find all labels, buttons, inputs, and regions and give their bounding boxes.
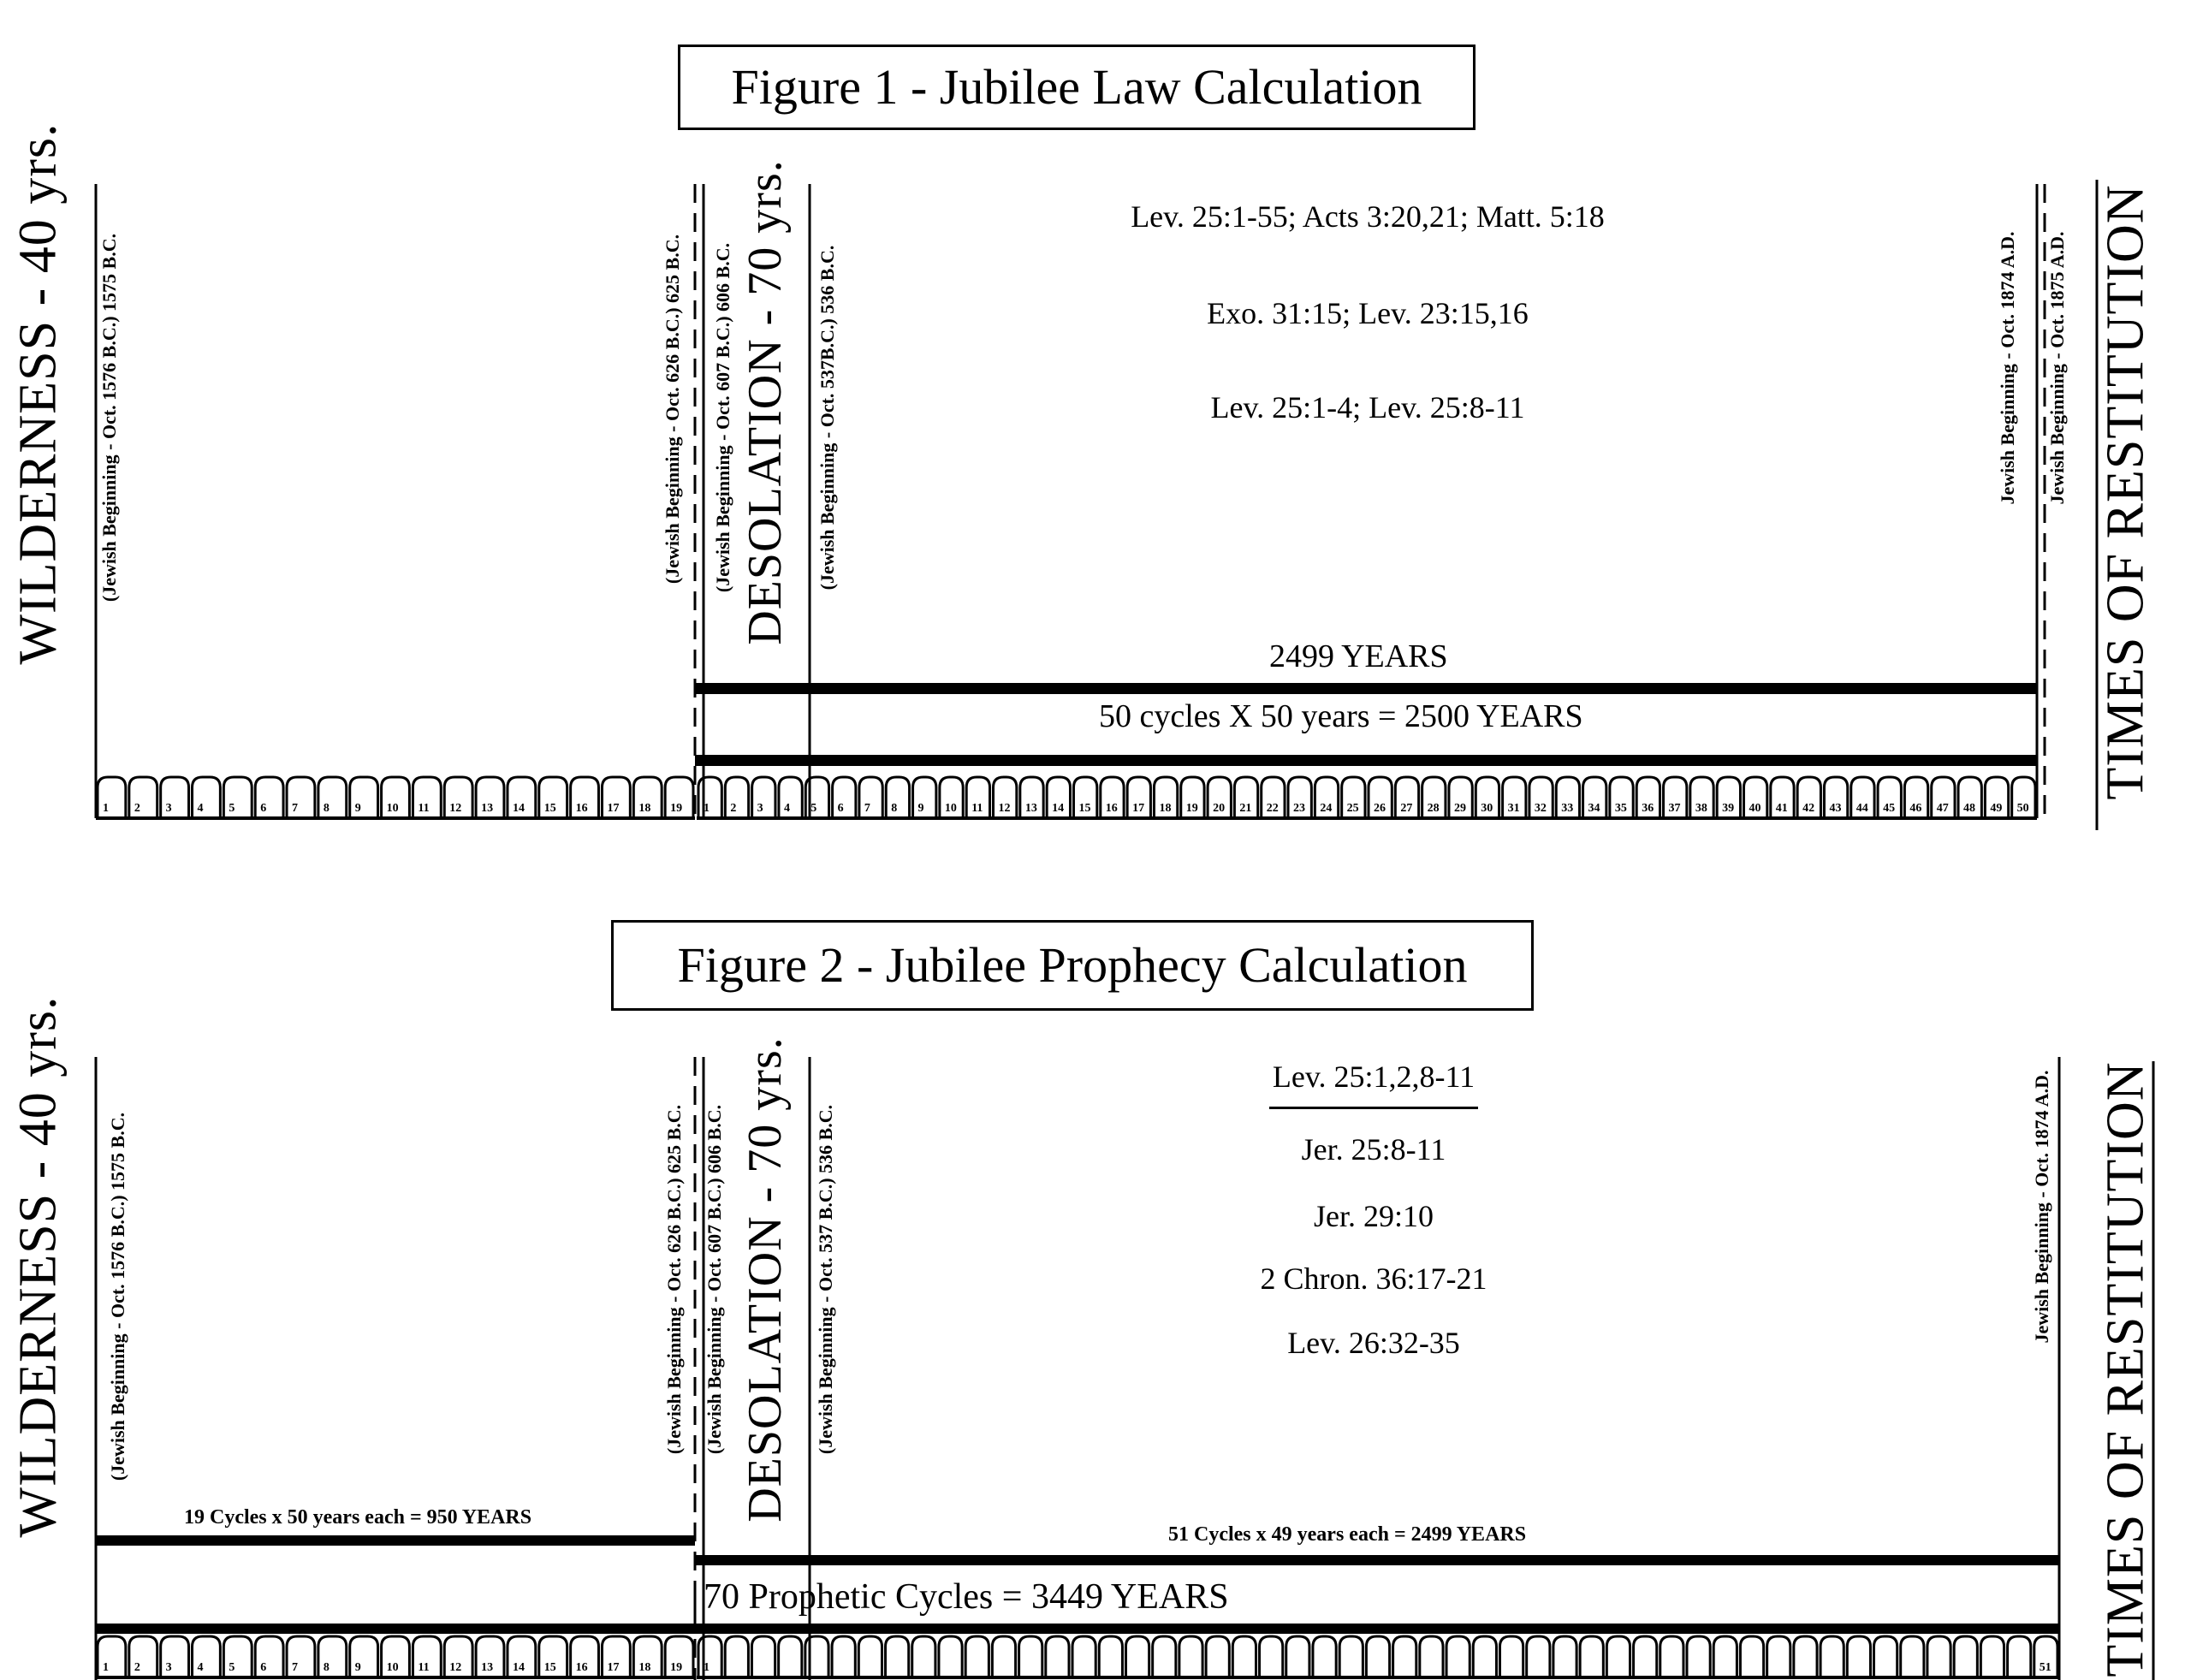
fig2-reference-5: Lev. 26:32-35 (1287, 1326, 1460, 1360)
fig2-right-tile-26 (1366, 1636, 1389, 1676)
fig2-right-tile-17 (1125, 1636, 1149, 1676)
fig2-right-tile-6 (832, 1636, 855, 1676)
fig1-desolation-label: DESOLATION - 70 yrs. (739, 159, 792, 645)
fig1-right-tile-number-1: 1 (704, 802, 710, 815)
fig1-left-tile-number-15: 15 (543, 802, 556, 815)
fig1-right-tile-number-48: 48 (1963, 802, 1976, 815)
fig1-left-tile-8 (318, 777, 347, 816)
fig2-left-tile-number-1: 1 (103, 1661, 109, 1674)
fig1-right-tile-number-41: 41 (1775, 802, 1788, 815)
fig2-left-tile-4 (193, 1636, 221, 1676)
fig1-right-tile-number-38: 38 (1695, 802, 1707, 815)
fig2-right-tile-43 (1820, 1636, 1844, 1676)
fig2-right-tile-9 (912, 1636, 935, 1676)
fig2-right-tile-number-1: 1 (704, 1661, 710, 1674)
fig2-right-tile-48 (1954, 1636, 1977, 1676)
fig1-right-tile-6 (833, 777, 856, 816)
fig2-date-1874: Jewish Beginning - Oct. 1874 A.D. (2031, 1070, 2052, 1344)
fig2-left-tile-6 (255, 1636, 283, 1676)
fig2-left-tile-5 (223, 1636, 252, 1676)
figure-2-title-text: Figure 2 - Jubilee Prophecy Calculation (677, 937, 1468, 993)
fig1-right-tile-number-16: 16 (1105, 802, 1118, 815)
fig2-left-tile-number-5: 5 (229, 1661, 235, 1674)
fig2-left-tile-number-13: 13 (481, 1661, 494, 1674)
fig1-right-tile-number-27: 27 (1400, 802, 1413, 815)
fig2-right-tile-41 (1767, 1636, 1790, 1676)
fig1-date-607: (Jewish Beginning - Oct. 607 B.C.) 606 B.C. (712, 242, 733, 593)
fig1-right-tile-number-8: 8 (891, 802, 898, 815)
fig1-right-tile-number-5: 5 (810, 802, 817, 815)
fig2-right-tile-40 (1740, 1636, 1763, 1676)
fig1-right-tile-number-20: 20 (1213, 802, 1226, 815)
fig1-left-tile-7 (287, 777, 315, 816)
fig1-right-tile-number-10: 10 (944, 802, 957, 815)
figure-1-title-text: Figure 1 - Jubilee Law Calculation (731, 59, 1422, 115)
fig1-right-tile-number-3: 3 (757, 802, 763, 815)
fig1-left-tile-number-10: 10 (386, 802, 399, 815)
fig1-date-1576: (Jewish Beginning - Oct. 1576 B.C.) 1575 B.C. (98, 233, 120, 603)
fig2-right-tile-32 (1527, 1636, 1550, 1676)
fig1-right-tile-number-49: 49 (1990, 802, 2003, 815)
fig2-right-tile-22 (1260, 1636, 1283, 1676)
fig2-left-tile-number-8: 8 (323, 1661, 330, 1674)
fig2-desolation-label: DESOLATION - 70 yrs. (739, 1036, 792, 1523)
fig1-right-tile-number-26: 26 (1374, 802, 1386, 815)
fig1-left-tile-1 (98, 777, 126, 816)
fig2-left-tile-number-16: 16 (575, 1661, 588, 1674)
fig2-left-tile-7 (287, 1636, 315, 1676)
fig2-date-537: (Jewish Beginning - Oct. 537 B.C.) 536 B.C. (815, 1104, 836, 1455)
fig1-right-tile-number-29: 29 (1453, 802, 1466, 815)
fig1-reference-2: Exo. 31:15; Lev. 23:15,16 (1207, 296, 1529, 330)
fig1-left-tile-number-11: 11 (418, 802, 430, 815)
fig2-right-tile-33 (1553, 1636, 1576, 1676)
fig2-right-tile-23 (1286, 1636, 1309, 1676)
fig1-left-tile-number-12: 12 (449, 802, 462, 815)
fig1-left-tile-number-17: 17 (607, 802, 620, 815)
fig2-reference-1: Lev. 25:1,2,8-11 (1272, 1060, 1476, 1094)
fig1-left-tile-number-7: 7 (292, 802, 299, 815)
fig1-left-tile-4 (193, 777, 221, 816)
fig2-reference-4: 2 Chron. 36:17-21 (1260, 1261, 1487, 1296)
fig2-right-tile-35 (1606, 1636, 1630, 1676)
fig1-right-tile-number-47: 47 (1936, 802, 1949, 815)
fig2-wilderness-label: WILDERNESS - 40 yrs. (9, 995, 68, 1538)
fig1-right-tile-number-14: 14 (1052, 802, 1065, 815)
fig2-right-tile-37 (1660, 1636, 1683, 1676)
fig1-left-tile-number-8: 8 (323, 802, 330, 815)
fig1-right-tile-number-24: 24 (1320, 802, 1333, 815)
fig2-right-tile-25 (1339, 1636, 1363, 1676)
fig2-right-tile-number-51: 51 (2039, 1661, 2051, 1674)
fig1-right-tile-number-18: 18 (1159, 802, 1172, 815)
fig2-left-tile-number-12: 12 (449, 1661, 462, 1674)
fig1-restitution-label: TIMES OF RESTITUTION (2096, 184, 2155, 800)
fig1-right-tile-number-6: 6 (837, 802, 844, 815)
fig1-right-tile-number-9: 9 (917, 802, 924, 815)
fig1-right-tile-number-17: 17 (1132, 802, 1145, 815)
fig2-left-tile-number-11: 11 (418, 1661, 430, 1674)
fig1-right-tile-number-12: 12 (998, 802, 1011, 815)
fig1-span-lower: 50 cycles X 50 years = 2500 YEARS (1099, 698, 1583, 734)
fig1-right-tile-number-39: 39 (1722, 802, 1735, 815)
fig1-left-tile-number-4: 4 (197, 802, 204, 815)
fig1-right-tile-9 (913, 777, 936, 816)
fig2-right-tile-8 (886, 1636, 909, 1676)
fig2-right-tile-46 (1901, 1636, 1924, 1676)
fig2-right-tile-27 (1393, 1636, 1416, 1676)
fig2-right-tile-44 (1847, 1636, 1870, 1676)
fig2-reference-3: Jer. 29:10 (1314, 1199, 1434, 1233)
fig1-right-tile-number-43: 43 (1829, 802, 1842, 815)
fig2-right-tile-34 (1580, 1636, 1603, 1676)
fig2-left-span: 19 Cycles x 50 years each = 950 YEARS (184, 1506, 532, 1529)
fig1-right-tile-7 (859, 777, 882, 816)
fig1-right-tile-number-35: 35 (1614, 802, 1627, 815)
fig2-right-tile-38 (1687, 1636, 1710, 1676)
fig1-right-tile-number-50: 50 (2016, 802, 2029, 815)
fig1-left-tile-3 (161, 777, 189, 816)
fig2-left-tile-9 (350, 1636, 378, 1676)
fig2-right-tile-14 (1046, 1636, 1069, 1676)
fig1-right-tile-number-45: 45 (1883, 802, 1896, 815)
fig1-right-tile-number-21: 21 (1239, 802, 1252, 815)
fig1-left-tile-2 (129, 777, 157, 816)
fig1-right-tile-2 (725, 777, 748, 816)
fig2-left-tile-2 (129, 1636, 157, 1676)
fig1-right-tile-number-46: 46 (1909, 802, 1922, 815)
fig1-left-tile-6 (255, 777, 283, 816)
fig1-left-tile-number-13: 13 (481, 802, 494, 815)
fig1-left-tile-5 (223, 777, 252, 816)
fig1-wilderness-label: WILDERNESS - 40 yrs. (9, 122, 68, 665)
fig2-total-span: 70 Prophetic Cycles = 3449 YEARS (704, 1577, 1229, 1617)
fig2-left-tile-8 (318, 1636, 347, 1676)
fig1-right-tile-number-33: 33 (1561, 802, 1574, 815)
fig1-right-tile-4 (779, 777, 802, 816)
fig1-right-tile-3 (752, 777, 775, 816)
fig1-left-tile-number-19: 19 (670, 802, 683, 815)
fig2-right-tile-10 (939, 1636, 962, 1676)
fig1-span-upper: 2499 YEARS (1269, 638, 1448, 674)
fig1-left-tile-number-9: 9 (354, 802, 361, 815)
fig1-right-tile-number-13: 13 (1024, 802, 1037, 815)
fig2-right-tile-36 (1634, 1636, 1657, 1676)
fig2-right-tile-21 (1232, 1636, 1256, 1676)
fig2-left-tile-number-2: 2 (134, 1661, 140, 1674)
fig2-right-tile-4 (779, 1636, 802, 1676)
fig1-right-tile-number-34: 34 (1588, 802, 1600, 815)
fig2-left-tile-number-18: 18 (638, 1661, 651, 1674)
fig1-right-tile-number-28: 28 (1427, 802, 1440, 815)
fig1-right-tile-number-11: 11 (971, 802, 983, 815)
fig1-date-626: (Jewish Beginning - Oct. 626 B.C.) 625 B.C. (662, 234, 683, 585)
fig2-right-tile-31 (1499, 1636, 1523, 1676)
fig1-date-1874: Jewish Beginning - Oct. 1874 A.D. (1997, 231, 2018, 505)
fig2-reference-2: Jer. 25:8-11 (1301, 1132, 1446, 1167)
fig1-right-tile-number-36: 36 (1642, 802, 1654, 815)
fig2-left-tile-number-17: 17 (607, 1661, 620, 1674)
fig2-right-tile-42 (1794, 1636, 1817, 1676)
fig2-left-tile-number-6: 6 (260, 1661, 267, 1674)
fig2-left-tile-number-10: 10 (386, 1661, 399, 1674)
fig2-right-tile-2 (725, 1636, 748, 1676)
fig2-right-tile-1 (698, 1636, 721, 1676)
fig1-right-tile-number-42: 42 (1802, 802, 1815, 815)
fig2-left-tile-number-7: 7 (292, 1661, 299, 1674)
fig1-right-tile-number-7: 7 (864, 802, 870, 815)
fig1-left-tile-9 (350, 777, 378, 816)
fig2-right-tile-45 (1873, 1636, 1897, 1676)
fig1-right-tile-number-22: 22 (1266, 802, 1279, 815)
fig2-right-tile-47 (1927, 1636, 1951, 1676)
fig1-right-tile-number-44: 44 (1856, 802, 1868, 815)
fig1-right-tile-number-40: 40 (1749, 802, 1761, 815)
fig1-left-tile-number-1: 1 (103, 802, 109, 815)
fig2-date-1576: (Jewish Beginning - Oct. 1576 B.C.) 1575 B.C. (107, 1112, 128, 1481)
fig1-left-tile-number-6: 6 (260, 802, 267, 815)
fig2-left-tile-1 (98, 1636, 126, 1676)
fig2-right-tile-30 (1473, 1636, 1496, 1676)
fig1-left-tile-number-2: 2 (134, 802, 140, 815)
fig2-right-tile-28 (1420, 1636, 1443, 1676)
fig1-left-tile-number-3: 3 (165, 802, 172, 815)
fig2-right-tile-39 (1713, 1636, 1737, 1676)
fig1-right-tile-1 (698, 777, 721, 816)
fig1-right-tile-number-37: 37 (1668, 802, 1681, 815)
fig2-right-tile-50 (2008, 1636, 2031, 1676)
fig2-left-tile-number-15: 15 (543, 1661, 556, 1674)
fig1-right-tile-number-31: 31 (1507, 802, 1520, 815)
fig1-left-tile-number-16: 16 (575, 802, 588, 815)
fig2-left-tile-number-19: 19 (670, 1661, 683, 1674)
fig1-right-tile-number-19: 19 (1185, 802, 1198, 815)
fig1-date-537: (Jewish Beginning - Oct. 537B.C.) 536 B.C. (816, 245, 838, 591)
fig2-right-tile-19 (1179, 1636, 1202, 1676)
fig2-right-tile-15 (1072, 1636, 1096, 1676)
fig2-right-tile-18 (1153, 1636, 1176, 1676)
fig2-right-tile-49 (1980, 1636, 2004, 1676)
fig2-left-tile-number-4: 4 (197, 1661, 204, 1674)
fig2-restitution-label: TIMES OF RESTITUTION (2096, 1061, 2155, 1677)
fig1-reference-1: Lev. 25:1-55; Acts 3:20,21; Matt. 5:18 (1131, 199, 1605, 234)
fig2-left-tile-number-3: 3 (165, 1661, 172, 1674)
fig2-right-tile-20 (1206, 1636, 1229, 1676)
fig1-right-tile-number-25: 25 (1346, 802, 1359, 815)
fig1-right-tile-number-15: 15 (1078, 802, 1091, 815)
fig2-right-tile-7 (858, 1636, 882, 1676)
fig1-right-tile-8 (886, 777, 909, 816)
fig2-date-607: (Jewish Beginning - Oct. 607 B.C.) 606 B.C. (704, 1104, 725, 1455)
fig2-left-tile-number-9: 9 (354, 1661, 361, 1674)
fig1-right-tile-number-2: 2 (730, 802, 737, 815)
fig2-left-tile-number-14: 14 (512, 1661, 525, 1674)
fig2-right-tile-12 (992, 1636, 1015, 1676)
fig2-right-tile-13 (1019, 1636, 1042, 1676)
fig2-right-tile-11 (965, 1636, 989, 1676)
fig2-right-tile-3 (751, 1636, 775, 1676)
fig1-date-1875: Jewish Beginning - Oct. 1875 A.D. (2046, 231, 2068, 505)
fig2-right-tile-24 (1313, 1636, 1336, 1676)
fig1-left-tile-number-5: 5 (229, 802, 235, 815)
fig1-left-tile-number-14: 14 (512, 802, 525, 815)
fig1-right-tile-number-30: 30 (1481, 802, 1493, 815)
fig2-right-tile-16 (1099, 1636, 1122, 1676)
fig2-left-tile-3 (161, 1636, 189, 1676)
fig1-left-tile-number-18: 18 (638, 802, 651, 815)
fig2-date-626: (Jewish Beginning - Oct. 626 B.C.) 625 B.C. (663, 1104, 685, 1455)
fig1-reference-3: Lev. 25:1-4; Lev. 25:8-11 (1210, 390, 1525, 424)
fig2-right-tile-29 (1446, 1636, 1470, 1676)
fig2-right-span: 51 Cycles x 49 years each = 2499 YEARS (1168, 1523, 1527, 1546)
fig1-right-tile-number-4: 4 (783, 802, 790, 815)
fig1-right-tile-number-23: 23 (1293, 802, 1306, 815)
fig1-right-tile-number-32: 32 (1534, 802, 1547, 815)
